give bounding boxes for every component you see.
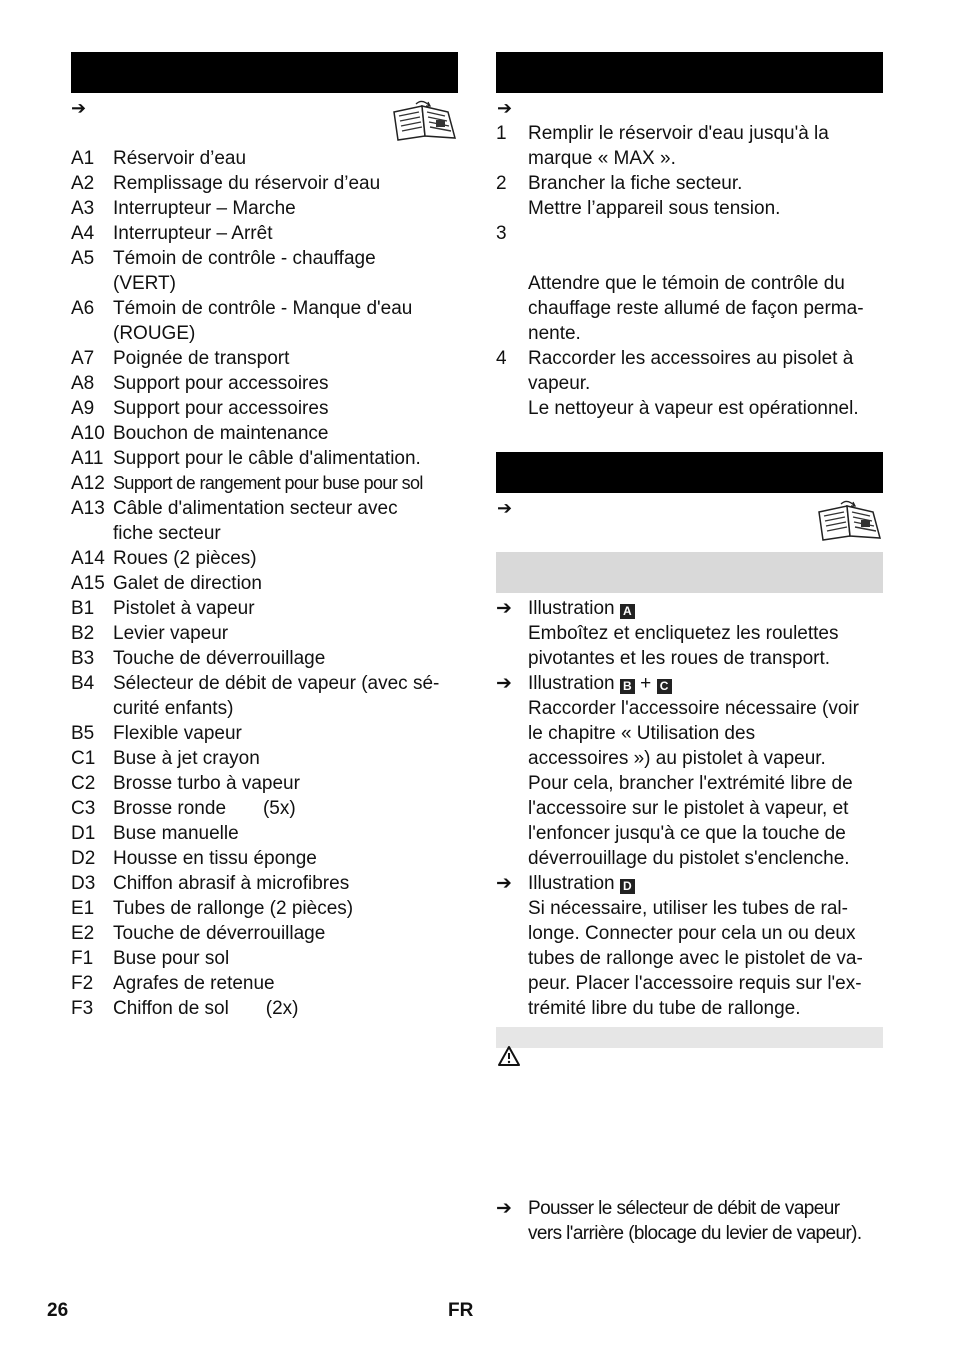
- illustration-box: A: [620, 604, 635, 619]
- parts-list: [71, 146, 465, 1021]
- part-label: Témoin de contrôle - chauffage (VERT): [113, 248, 376, 294]
- part-label: Buse à jet crayon: [113, 748, 260, 769]
- list-item: [496, 871, 891, 896]
- part-label: Buse pour sol: [113, 948, 230, 969]
- list-item: [71, 446, 465, 471]
- step-text: vapeur.: [528, 373, 591, 394]
- list-item: [71, 496, 465, 546]
- instruction-text: peur. Placer l'accessoire requis sur l'ex-: [528, 973, 862, 994]
- step-text: Raccorder les accessoires au pisolet à: [528, 348, 854, 369]
- part-label: Levier vapeur: [113, 623, 229, 644]
- part-code: A12: [71, 473, 105, 494]
- part-code: F2: [71, 973, 94, 994]
- part-label: Flexible vapeur: [113, 723, 242, 744]
- section-header-bar-right-2: [496, 452, 883, 493]
- part-code: A4: [71, 223, 95, 244]
- arrow-right-icon: ➔: [497, 498, 513, 518]
- part-code: F1: [71, 948, 94, 969]
- section-header-bar-left: [71, 52, 458, 93]
- list-item: [71, 896, 465, 921]
- list-item: [71, 646, 465, 671]
- step-number: 1: [496, 123, 507, 144]
- illustration-box: B: [620, 679, 635, 694]
- part-code: D1: [71, 823, 96, 844]
- part-code: F3: [71, 998, 94, 1019]
- part-code: B2: [71, 623, 95, 644]
- list-item: [496, 596, 891, 621]
- language-code: FR: [448, 1300, 474, 1321]
- list-item: [71, 396, 465, 421]
- part-code: A13: [71, 498, 105, 519]
- instruction-text: déverrouillage du pistolet s'enclenche.: [528, 848, 850, 869]
- final-instruction: [496, 1196, 896, 1246]
- instruction-text: l'accessoire sur le pistolet à vapeur, et: [528, 798, 849, 819]
- part-label: Bouchon de maintenance: [113, 423, 329, 444]
- list-item: [71, 146, 465, 171]
- part-label: Interrupteur – Arrêt: [113, 223, 273, 244]
- illustration-box: D: [620, 879, 635, 894]
- part-label: Câble d'alimentation secteur avec fiche secteur: [113, 498, 398, 544]
- part-label: Touche de déverrouillage: [113, 923, 326, 944]
- illustration-label: Illustration: [528, 598, 615, 619]
- part-label: Témoin de contrôle - Manque d'eau (ROUGE): [113, 298, 413, 344]
- arrow-right-icon: ➔: [496, 873, 512, 894]
- list-item: [496, 121, 891, 146]
- part-label: Brosse turbo à vapeur: [113, 773, 300, 794]
- list-item: [71, 246, 465, 296]
- part-code: A14: [71, 548, 105, 569]
- part-label: Pistolet à vapeur: [113, 598, 255, 619]
- instruction-text: le chapitre « Utilisation des: [528, 723, 756, 744]
- part-code: A8: [71, 373, 95, 394]
- part-code: E2: [71, 923, 95, 944]
- part-label: Galet de direction: [113, 573, 262, 594]
- arrow-right-icon: ➔: [496, 1198, 512, 1219]
- instruction-text: Emboîtez et encliquetez les roulettes: [528, 623, 839, 644]
- list-item: [496, 221, 891, 246]
- part-code: B4: [71, 673, 95, 694]
- part-code: A2: [71, 173, 95, 194]
- instruction-text: vers l'arrière (blocage du levier de vapeur).: [528, 1223, 862, 1244]
- step-text: Mettre l’appareil sous tension.: [528, 198, 781, 219]
- page-number: 26: [47, 1300, 69, 1321]
- list-item: [71, 171, 465, 196]
- instruction-text: Pousser le sélecteur de débit de vapeur: [528, 1198, 840, 1219]
- plus-sign: +: [640, 673, 652, 694]
- instruction-text: trémité libre du tube de rallonge.: [528, 998, 801, 1019]
- step-number: 3: [496, 223, 507, 244]
- arrow-right-icon: ➔: [497, 98, 513, 118]
- manual-book-icon: [817, 500, 883, 542]
- arrow-right-icon: ➔: [496, 598, 512, 619]
- list-item: [71, 471, 465, 496]
- part-label: Support pour le câble d'alimentation.: [113, 448, 421, 469]
- part-code: A3: [71, 198, 95, 219]
- illustration-label: Illustration: [528, 873, 615, 894]
- step-text: Remplir le réservoir d'eau jusqu'à la: [528, 123, 829, 144]
- arrow-right-icon: ➔: [71, 98, 87, 118]
- step-text: nente.: [528, 323, 581, 344]
- part-code: D3: [71, 873, 96, 894]
- part-label: Support de rangement pour buse pour sol: [113, 473, 423, 493]
- part-code: C3: [71, 798, 96, 819]
- illustration-box: C: [657, 679, 672, 694]
- step-text: Le nettoyeur à vapeur est opérationnel.: [528, 398, 859, 419]
- part-code: A6: [71, 298, 95, 319]
- list-item: [496, 171, 891, 196]
- list-item: [71, 746, 465, 771]
- part-code: C2: [71, 773, 96, 794]
- part-label: Tubes de rallonge (2 pièces): [113, 898, 354, 919]
- step-text: chauffage reste allumé de façon perma-: [528, 298, 864, 319]
- part-code: B5: [71, 723, 95, 744]
- part-label: Touche de déverrouillage: [113, 648, 326, 669]
- list-item: [71, 721, 465, 746]
- part-label: Interrupteur – Marche: [113, 198, 296, 219]
- step-text: marque « MAX ».: [528, 148, 676, 169]
- part-label: Buse manuelle: [113, 823, 239, 844]
- list-item: [71, 921, 465, 946]
- list-item: [71, 196, 465, 221]
- part-code: A15: [71, 573, 105, 594]
- warning-triangle-icon: [497, 1045, 521, 1067]
- part-code: B1: [71, 598, 95, 619]
- subsection-bar: [496, 552, 883, 593]
- instruction-text: longe. Connecter pour cela un ou deux: [528, 923, 856, 944]
- assembly-instructions: [496, 596, 891, 1021]
- part-label: Chiffon abrasif à microfibres: [113, 873, 350, 894]
- part-code: C1: [71, 748, 96, 769]
- part-code: E1: [71, 898, 95, 919]
- list-item: [71, 296, 465, 346]
- step-number: 4: [496, 348, 507, 369]
- step-text: Attendre que le témoin de contrôle du: [528, 273, 845, 294]
- illustration-label: Illustration: [528, 673, 615, 694]
- list-item: [71, 346, 465, 371]
- list-item: [71, 871, 465, 896]
- list-item: [71, 996, 465, 1021]
- part-label: Support pour accessoires: [113, 373, 329, 394]
- part-label: Roues (2 pièces): [113, 548, 257, 569]
- list-item: [71, 846, 465, 871]
- step-text: Brancher la fiche secteur.: [528, 173, 743, 194]
- warning-bar: [496, 1027, 883, 1048]
- instruction-text: tubes de rallonge avec le pistolet de va-: [528, 948, 863, 969]
- part-label: Agrafes de retenue: [113, 973, 275, 994]
- part-code: A9: [71, 398, 95, 419]
- part-code: A10: [71, 423, 105, 444]
- list-item: [71, 596, 465, 621]
- part-code: A7: [71, 348, 95, 369]
- manual-book-icon: [392, 100, 458, 142]
- list-item: [71, 946, 465, 971]
- list-item: [71, 421, 465, 446]
- list-item: [71, 821, 465, 846]
- instruction-text: Pour cela, brancher l'extrémité libre de: [528, 773, 853, 794]
- instruction-text: accessoires ») au pistolet à vapeur.: [528, 748, 826, 769]
- arrow-right-icon: ➔: [496, 673, 512, 694]
- section-header-bar-right: [496, 52, 883, 93]
- list-item: [71, 621, 465, 646]
- part-code: D2: [71, 848, 96, 869]
- list-item: [71, 571, 465, 596]
- part-label: Support pour accessoires: [113, 398, 329, 419]
- list-item: [71, 546, 465, 571]
- instruction-text: Si nécessaire, utiliser les tubes de ral-: [528, 898, 848, 919]
- part-label: Remplissage du réservoir d’eau: [113, 173, 381, 194]
- step-number: 2: [496, 173, 507, 194]
- list-item: [71, 971, 465, 996]
- instruction-text: l'enfoncer jusqu'à ce que la touche de: [528, 823, 846, 844]
- part-label: Brosse ronde (5x): [113, 798, 296, 819]
- list-item: [71, 371, 465, 396]
- list-item: [71, 771, 465, 796]
- part-label: Réservoir d’eau: [113, 148, 247, 169]
- part-code: A5: [71, 248, 95, 269]
- instruction-text: Raccorder l'accessoire nécessaire (voir: [528, 698, 859, 719]
- part-code: A1: [71, 148, 95, 169]
- list-item: [71, 796, 465, 821]
- part-code: B3: [71, 648, 95, 669]
- list-item: [496, 671, 891, 696]
- operation-steps: [496, 121, 891, 421]
- list-item: [71, 671, 465, 721]
- part-label: Sélecteur de débit de vapeur (avec sé- curité enfants): [113, 673, 440, 719]
- list-item: [71, 221, 465, 246]
- part-label: Poignée de transport: [113, 348, 290, 369]
- part-code: A11: [71, 448, 104, 469]
- instruction-text: pivotantes et les roues de transport.: [528, 648, 831, 669]
- part-label: Chiffon de sol (2x): [113, 998, 299, 1019]
- part-label: Housse en tissu éponge: [113, 848, 317, 869]
- list-item: [496, 346, 891, 371]
